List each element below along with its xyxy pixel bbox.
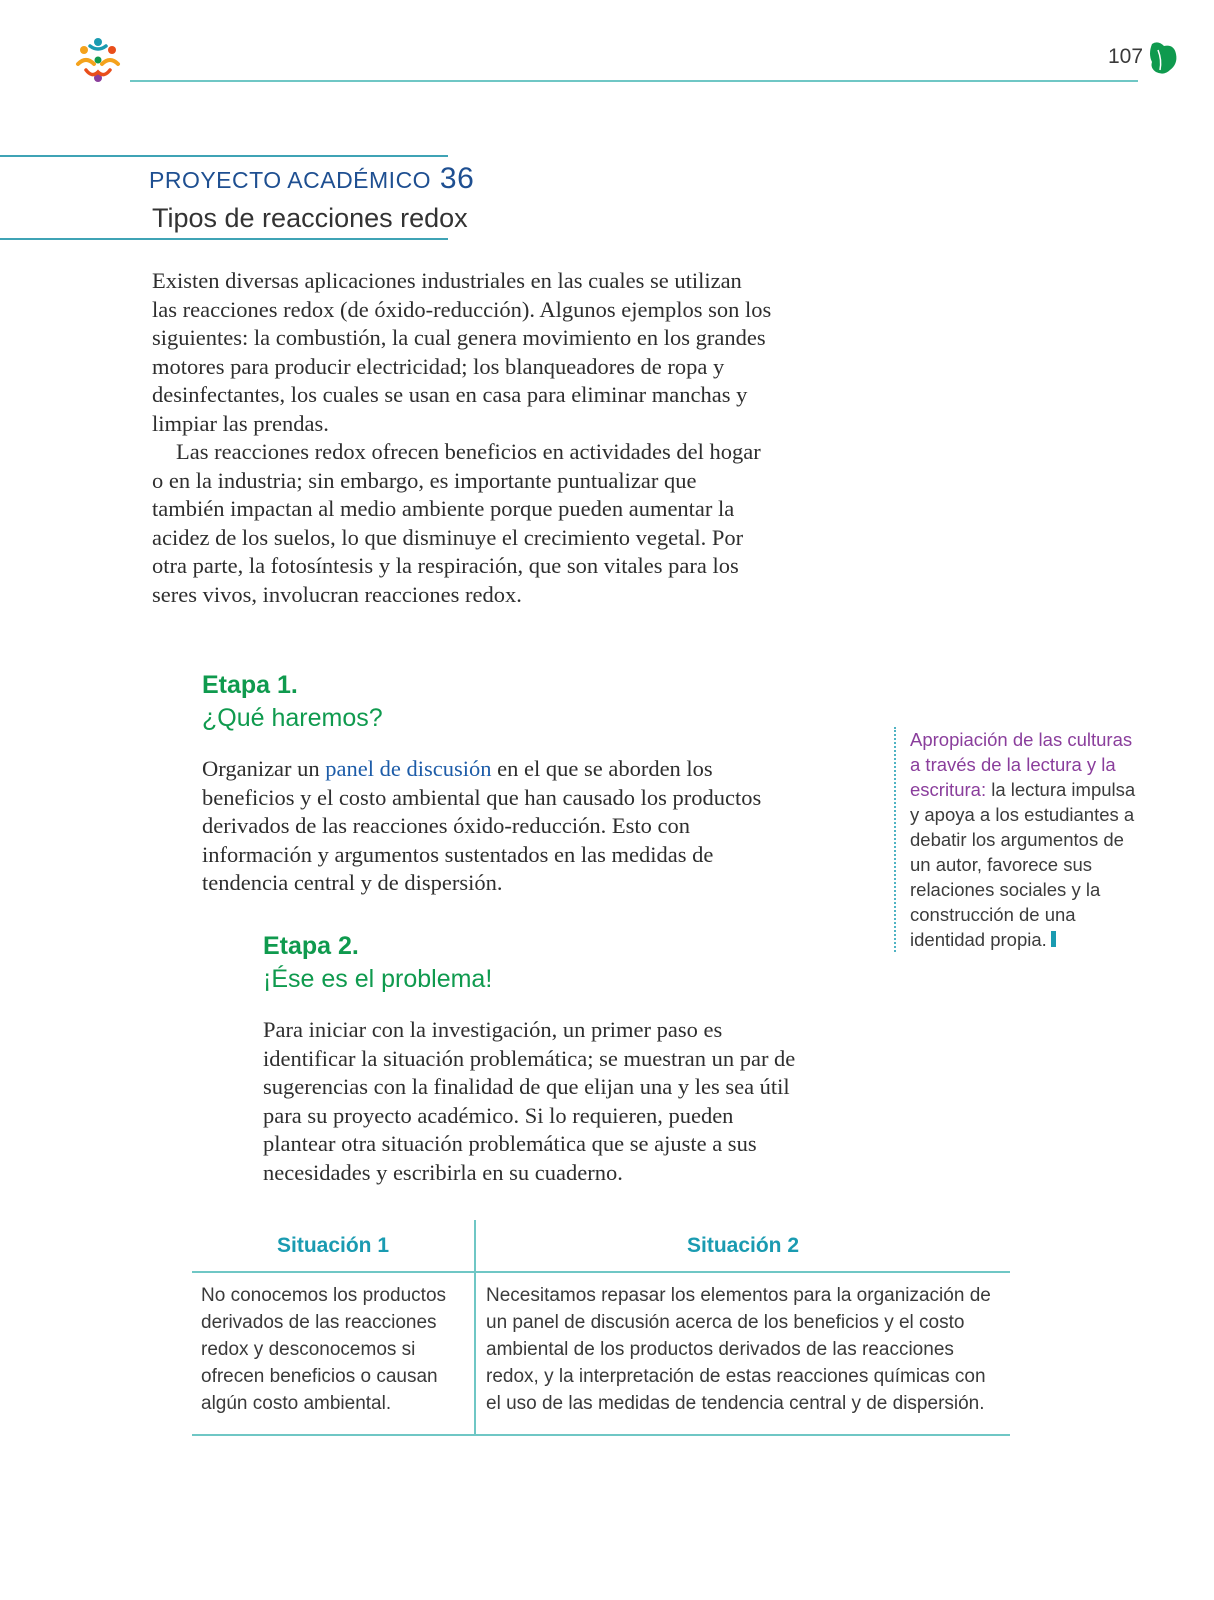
stage1-text-before: Organizar un: [202, 756, 326, 781]
panel-discussion-link[interactable]: panel de discusión: [325, 756, 492, 781]
stage1-text-after: en el que se aborden los beneficios y el costo ambiental que han causado los productos derivados de las reacciones óxido-reducción. Esto con información y argumentos sustentados en las medidas de tendencia central y de dispersión.: [202, 756, 762, 895]
stage2-text: Para iniciar con la investigación, un primer paso es identificar la situación problemática; se muestran un par de sugerencias con la finalidad de que elijan una y les sea útil para su proyecto académico. Si lo requieren, pueden plantear otra situación problemática que se ajuste a sus necesidades y escribirla en su cuaderno.: [263, 1017, 796, 1185]
title-rule-bottom: [0, 238, 448, 240]
title-rule-top: [0, 155, 448, 157]
project-subtitle: Tipos de reacciones redox: [152, 203, 468, 233]
end-mark-icon: [1051, 931, 1056, 947]
page-number: 107: [1108, 45, 1144, 68]
situation-2-header: Situación 2: [686, 1234, 800, 1257]
stage1-subtitle: ¿Qué haremos?: [202, 704, 383, 732]
project-title: [149, 162, 474, 196]
intro-paragraph-2: Las reacciones redox ofrecen beneficios en actividades del hogar o en la industria; sin embargo, es importante puntualizar que también impactan al medio ambiente porque pueden aumentar la acidez de los suelos, lo que disminuye el crecimiento vegetal. Por otra parte, la fotosíntesis y la respiración, que son vitales para los seres vivos, involucran reacciones redox.: [152, 439, 761, 607]
sidebar-heading: Apropiación de las culturas a través de la lectura y la escritura:: [910, 729, 1133, 800]
sidebar-note: [894, 727, 1142, 952]
sidebar-text: la lectura impulsa y apoya a los estudiantes a debatir los argumentos de un autor, favorece sus relaciones sociales y la construcción de una identidad propia.: [910, 779, 1136, 950]
green-leaf-icon: [1146, 40, 1180, 76]
stage1-title: Etapa 1.: [202, 671, 298, 699]
situation-1-header: Situación 1: [276, 1234, 390, 1257]
stage2-title: Etapa 2.: [263, 932, 359, 960]
table-bottom-rule: [192, 1434, 1010, 1436]
intro-text: [152, 267, 772, 609]
header-rule: [130, 80, 1138, 82]
intro-paragraph-1: Existen diversas aplicaciones industriales en las cuales se utilizan las reacciones redox (de óxido-reducción). Algunos ejemplos son los siguientes: la combustión, la cual genera movimiento en los grandes motores para producir electricidad; los blanqueadores de ropa y desinfectantes, los cuales se usan en casa para eliminar manchas y limpiar las prendas.: [152, 268, 772, 436]
situation-1-text: No conocemos los productos derivados de las reacciones redox y desconocemos si ofrecen beneficios o causan algún costo ambiental.: [201, 1285, 447, 1414]
sun-people-logo-icon: [72, 34, 124, 86]
situation-2-text: Necesitamos repasar los elementos para la organización de un panel de discusión acerca de los beneficios y el costo ambiental de los productos derivados de las reacciones redox, y la interpretación de estas reacciones químicas con el uso de las medidas de tendencia central y de dispersión.: [486, 1285, 991, 1414]
stage1-text: [202, 755, 762, 898]
table-header-rule: [192, 1271, 1010, 1273]
stage2-subtitle: ¡Ése es el problema!: [263, 965, 493, 993]
project-number: 36: [439, 162, 475, 195]
situations-table: [192, 1220, 1010, 1436]
project-label: PROYECTO ACADÉMICO: [149, 167, 432, 193]
